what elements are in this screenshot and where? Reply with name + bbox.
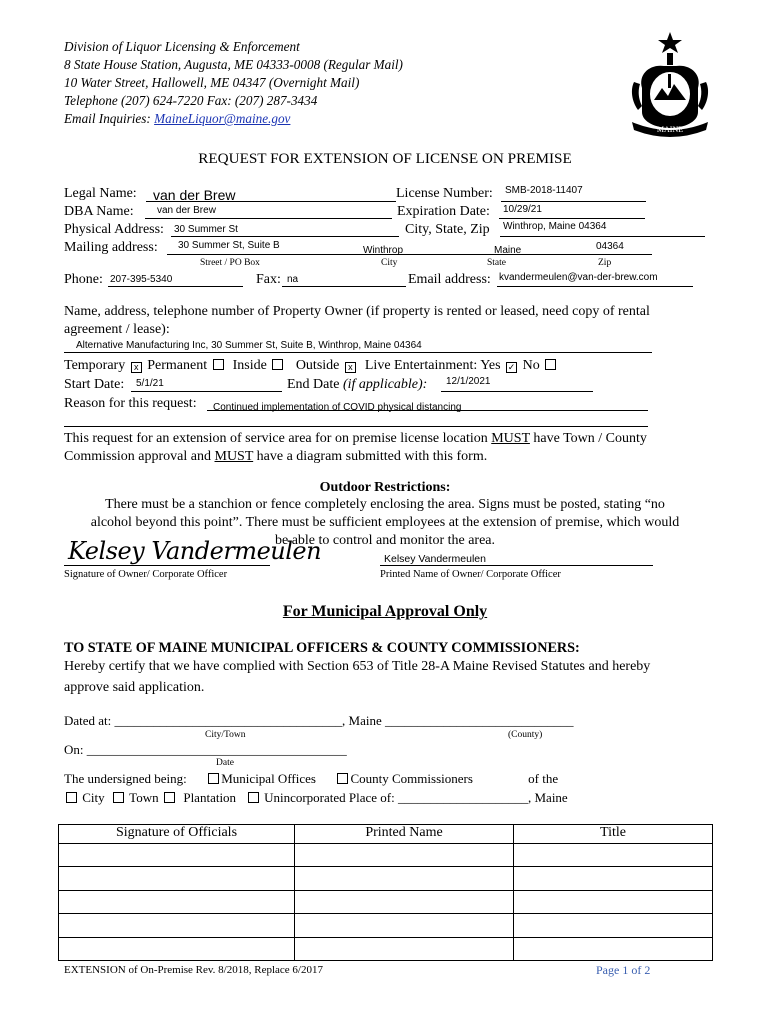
end-date-label-wrap (287, 377, 427, 393)
table-cell[interactable] (295, 867, 514, 890)
place-type-row (64, 790, 568, 806)
expiration-date-label: Expiration Date: (397, 204, 490, 219)
town-checkbox[interactable] (113, 792, 124, 803)
table-row (59, 914, 713, 937)
undersigned-row (64, 771, 558, 787)
live-entertainment-no-checkbox[interactable] (545, 359, 556, 370)
phone-label: Phone: (64, 272, 103, 287)
table-row (59, 890, 713, 913)
if-applicable-label: (if applicable): (342, 377, 428, 392)
mailing-zip-field[interactable]: 04364 (596, 241, 624, 252)
seal-banner-text: MAINE (656, 125, 684, 134)
regular-mail-address: 8 State House Station, Augusta, ME 04333-0008 (Regular Mail) (64, 57, 403, 72)
table-cell[interactable] (514, 867, 713, 890)
property-owner-field[interactable]: Alternative Manufacturing Inc, 30 Summer St, Suite B, Winthrop, Maine 04364 (76, 340, 422, 351)
certify-line1: Hereby certify that we have complied with Section 653 of Title 28-A Maine Revised Statutes and hereby (64, 659, 651, 674)
email-address-field[interactable]: kvandermeulen@van-der-brew.com (499, 272, 658, 283)
county-commissioners-checkbox[interactable] (337, 773, 348, 784)
table-cell[interactable] (295, 890, 514, 913)
legal-name-label: Legal Name: (64, 186, 137, 201)
table-cell[interactable] (295, 914, 514, 937)
zip-caption: Zip (598, 258, 612, 268)
printed-name-header: Printed Name (295, 825, 514, 844)
live-entertainment-yes-checkbox[interactable]: ✓ (507, 362, 516, 372)
temporary-checkbox[interactable]: x (131, 362, 142, 373)
state-caption: State (487, 258, 506, 268)
start-date-field[interactable]: 5/1/21 (136, 378, 164, 389)
city-state-zip-label: City, State, Zip (405, 222, 490, 237)
city-town-caption: City/Town (205, 730, 246, 740)
town-label: Town (129, 790, 159, 805)
fax-field[interactable]: na (287, 274, 299, 285)
officials-table (58, 824, 713, 961)
city-checkbox[interactable] (66, 792, 77, 803)
table-cell[interactable] (295, 844, 514, 867)
license-number-field[interactable]: SMB-2018-11407 (505, 185, 583, 196)
temporary-label: Temporary (64, 358, 126, 373)
live-entertainment-no-label: No (522, 358, 540, 373)
printed-name-caption: Printed Name of Owner/ Corporate Officer (380, 569, 561, 580)
email-address-label: Email address: (408, 272, 491, 287)
notice-line1 (64, 431, 647, 447)
city-label: City (82, 790, 105, 805)
to-officers-line: TO STATE OF MAINE MUNICIPAL OFFICERS & COUNTY COMMISSIONERS: (64, 640, 580, 656)
inside-label: Inside (232, 358, 267, 373)
notice-line2-a: Commission approval and (64, 449, 215, 464)
table-cell[interactable] (295, 937, 514, 960)
permanent-label: Permanent (147, 358, 208, 373)
notice-must-2: MUST (214, 449, 254, 464)
premise-type-row (64, 358, 558, 374)
table-cell[interactable] (514, 937, 713, 960)
reason-field[interactable]: Continued implementation of COVID physical distancing (213, 402, 462, 413)
county-caption: (County) (508, 730, 543, 740)
end-date-field[interactable]: 12/1/2021 (446, 376, 491, 387)
city-caption: City (381, 258, 398, 268)
table-cell[interactable] (59, 890, 295, 913)
owner-signature[interactable]: Kelsey Vandermeulen (68, 537, 322, 565)
notice-line1-b: have Town / County (529, 431, 647, 446)
reason-label: Reason for this request: (64, 396, 197, 411)
email-inquiries-label: Email Inquiries: (64, 111, 151, 126)
outside-label: Outside (295, 358, 340, 373)
city-state-zip-field[interactable]: Winthrop, Maine 04364 (503, 221, 607, 232)
email-link[interactable]: MaineLiquor@maine.gov (154, 111, 291, 126)
table-row (59, 937, 713, 960)
physical-address-label: Physical Address: (64, 222, 164, 237)
plantation-checkbox[interactable] (164, 792, 175, 803)
license-number-label: License Number: (396, 186, 493, 201)
table-cell[interactable] (514, 890, 713, 913)
outdoor-restrictions-heading: Outdoor Restrictions: (319, 480, 451, 495)
fax-label: Fax: (256, 272, 281, 287)
page-number: Page 1 of 2 (596, 963, 651, 977)
mailing-street-field[interactable]: 30 Summer St, Suite B (178, 240, 280, 251)
end-date-label: End Date (287, 377, 340, 392)
form-revision: EXTENSION of On-Premise Rev. 8/2018, Replace 6/2017 (64, 964, 323, 976)
live-entertainment-label: Live Entertainment: Yes (364, 358, 501, 373)
overnight-mail-address: 10 Water Street, Hallowell, ME 04347 (Overnight Mail) (64, 75, 360, 90)
signature-of-officials-header: Signature of Officials (59, 825, 295, 844)
restrictions-line1: There must be a stanchion or fence completely enclosing the area. Signs must be posted, stating “no (105, 497, 665, 512)
agency-name: Division of Liquor Licensing & Enforcement (64, 39, 300, 54)
on-date-line[interactable]: On: ________________________________________ (64, 742, 347, 757)
table-cell[interactable] (59, 914, 295, 937)
outside-checkbox[interactable]: x (345, 362, 356, 373)
signature-caption: Signature of Owner/ Corporate Officer (64, 569, 228, 580)
title-header: Title (514, 825, 713, 844)
notice-line2-b: have a diagram submitted with this form. (253, 449, 488, 464)
telephone-fax: Telephone (207) 624-7220 Fax: (207) 287-3434 (64, 93, 318, 108)
table-cell[interactable] (59, 937, 295, 960)
email-inquiries (64, 110, 290, 128)
dated-at-line[interactable]: Dated at: ___________________________________, Maine _____________________________ (64, 713, 574, 728)
restrictions-line2: alcohol beyond this point”. There must be sufficient employees at the extension of premise, which would (90, 515, 680, 530)
legal-name-field[interactable]: van der Brew (153, 187, 236, 203)
table-cell[interactable] (514, 914, 713, 937)
of-the-label: of the (528, 771, 559, 786)
form-title: REQUEST FOR EXTENSION OF LICENSE ON PREMISE (198, 150, 572, 167)
dba-name-field[interactable]: van der Brew (157, 205, 216, 216)
property-owner-label-line2: agreement / lease): (64, 322, 170, 337)
dba-name-label: DBA Name: (64, 204, 134, 219)
permanent-checkbox[interactable] (213, 359, 224, 370)
municipal-offices-checkbox[interactable] (208, 773, 219, 784)
municipal-approval-heading: For Municipal Approval Only (282, 603, 488, 620)
phone-field[interactable]: 207-395-5340 (110, 274, 173, 285)
street-po-box-caption: Street / PO Box (200, 258, 260, 268)
notice-line1-a: This request for an extension of service area for on premise license location (64, 431, 492, 446)
unincorporated-label[interactable]: Unincorporated Place of: ____________________, Maine (264, 790, 568, 805)
county-commissioners-label: County Commissioners (350, 771, 473, 786)
table-row (59, 867, 713, 890)
notice-line2 (64, 449, 487, 465)
municipal-offices-label: Municipal Offices (221, 771, 316, 786)
certify-line2: approve said application. (64, 680, 205, 695)
mailing-address-label: Mailing address: (64, 240, 158, 255)
expiration-date-field[interactable]: 10/29/21 (503, 204, 542, 215)
date-caption: Date (216, 758, 234, 768)
notice-must-1: MUST (491, 431, 530, 446)
table-cell[interactable] (59, 844, 295, 867)
table-row (59, 844, 713, 867)
printed-name-field[interactable]: Kelsey Vandermeulen (384, 553, 486, 565)
mailing-state-field[interactable]: Maine (494, 245, 522, 256)
inside-checkbox[interactable] (272, 359, 283, 370)
start-date-label: Start Date: (64, 377, 125, 392)
plantation-label: Plantation (183, 790, 237, 805)
state-seal-icon (628, 30, 712, 140)
table-cell[interactable] (514, 844, 713, 867)
mailing-city-field[interactable]: Winthrop (363, 245, 404, 256)
property-owner-label-line1: Name, address, telephone number of Property Owner (if property is rented or leased, need copy of rental (64, 304, 650, 319)
restrictions-line3: be able to control and monitor the area. (274, 533, 496, 548)
undersigned-label: The undersigned being: (64, 771, 187, 786)
physical-address-field[interactable]: 30 Summer St (174, 224, 238, 235)
unincorporated-checkbox[interactable] (248, 792, 259, 803)
table-cell[interactable] (59, 867, 295, 890)
